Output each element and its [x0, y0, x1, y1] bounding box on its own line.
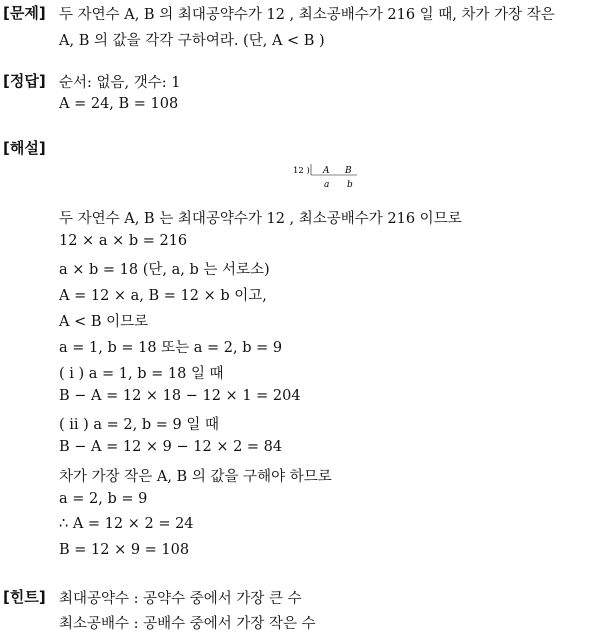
solution-line-5: A < B 이므로 [59, 314, 149, 330]
solution-line-4: A = 12 × a, B = 12 × b 이고, [59, 288, 267, 304]
solution-line-14: B = 12 × 9 = 108 [59, 542, 190, 558]
solution-line-8: B − A = 12 × 18 − 12 × 1 = 204 [59, 388, 301, 404]
division-top-b: B [345, 166, 352, 176]
solution-line-2: 12 × a × b = 216 [59, 233, 188, 249]
division-bottom-b: b [347, 180, 353, 190]
problem-line-1: 두 자연수 A, B 의 최대공약수가 12 , 최소공배수가 216 일 때, 차가 가장 작은 [59, 7, 555, 23]
solution-tag: [해설] [3, 139, 46, 157]
solution-line-13: ∴ A = 12 × 2 = 24 [59, 516, 194, 532]
solution-line-11: 차가 가장 작은 A, B 의 값을 구해야 하므로 [59, 469, 332, 485]
solution-line-10: B − A = 12 × 9 − 12 × 2 = 84 [59, 439, 283, 455]
division-bottom-a: a [324, 180, 330, 190]
problem-tag: [문제] [3, 4, 46, 22]
answer-tag: [정답] [3, 72, 46, 90]
division-divisor: 12 ) [293, 166, 310, 176]
hint-line-1: 최대공약수 : 공약수 중에서 가장 큰 수 [59, 591, 302, 607]
solution-line-12: a = 2, b = 9 [59, 491, 148, 507]
solution-line-1: 두 자연수 A, B 는 최대공약수가 12 , 최소공배수가 216 이므로 [59, 211, 462, 227]
division-top-a: A [323, 166, 330, 176]
answer-line-1: 순서: 없음, 갯수: 1 [59, 75, 181, 91]
division-diagram [291, 162, 361, 192]
problem-line-2: A, B 의 값을 각각 구하여라. (단, A < B ) [59, 33, 325, 49]
hint-tag: [힌트] [3, 588, 46, 606]
solution-line-3: a × b = 18 (단, a, b 는 서로소) [59, 262, 270, 278]
answer-line-2: A = 24, B = 108 [59, 96, 179, 112]
solution-line-9: ( ii ) a = 2, b = 9 일 때 [59, 417, 219, 433]
hint-line-2: 최소공배수 : 공배수 중에서 가장 작은 수 [59, 616, 316, 632]
solution-line-7: ( i ) a = 1, b = 18 일 때 [59, 366, 224, 382]
solution-line-6: a = 1, b = 18 또는 a = 2, b = 9 [59, 340, 283, 356]
